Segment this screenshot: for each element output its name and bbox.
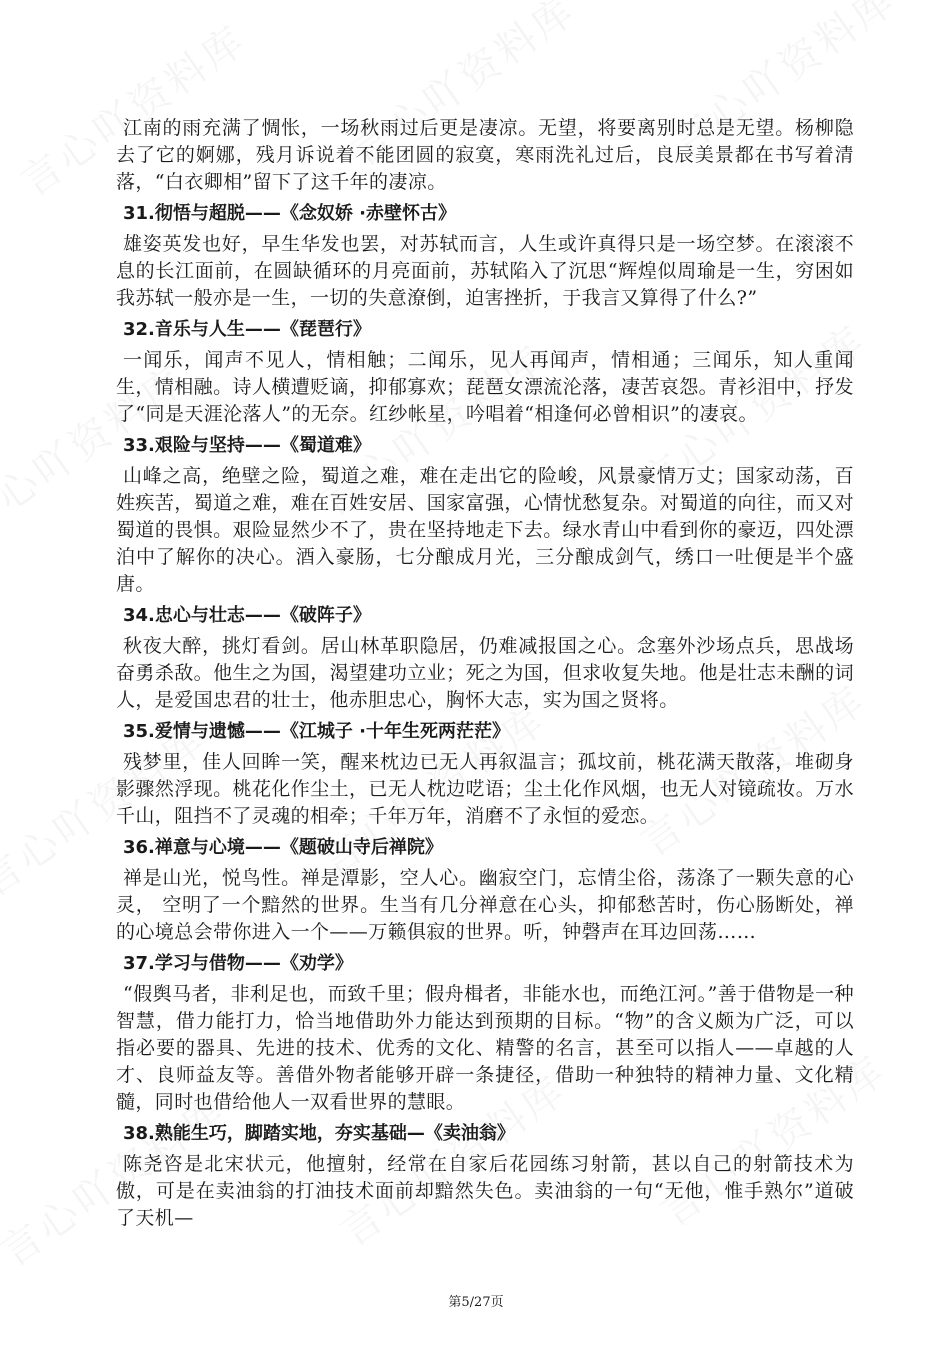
section-paragraph: 秋夜大醉，挑灯看剑。居山林革职隐居，仍难减报国之心。念塞外沙场点兵，思战场奋勇杀敌。他生之为国，渴望建功立业；死之为国，但求收复失地。他是壮志未酬的词人，是爱国忠君的壮士，他赤胆忠心，胸怀大志，实为国之贤将。 [116,635,854,711]
section-paragraph: 一闻乐，闻声不见人，情相触；二闻乐，见人再闻声，情相通；三闻乐，知人重闻生，情相融。诗人横遭贬谪，抑郁寡欢；琵琶女漂流沦落，凄苦哀怨。青衫泪中，抒发了“同是天涯沦落人”的无奈。红纱帐星，吟唱着“相逢何必曾相识”的凄哀。 [116,349,854,425]
section-paragraph: “假舆马者，非利足也，而致千里；假舟楫者，非能水也，而绝江河。”善于借物是一种智慧，借力能打力，恰当地借助外力能达到预期的目标。“物”的含义颇为广泛，可以指必要的器具、先进的技术、优秀的文化、精警的名言，甚至可以指人——卓越的人才、良师益友等。善借外物者能够开辟一条捷径，借助一种独特的精神力量、文化精髓，同时也借给他人一双看世界的慧眼。 [116,983,854,1113]
section-paragraph: 陈尧咨是北宋状元，他擅射，经常在自家后花园练习射箭，甚以自己的射箭技术为傲，可是在卖油翁的打油技术面前却黯然失色。卖油翁的一句“无他，惟手熟尔”道破了天机— [116,1153,854,1229]
section-heading: 33.艰险与坚持——《蜀道难》 [123,435,371,456]
section-paragraph: 雄姿英发也好，早生华发也罢，对苏轼而言，人生或许真得只是一场空梦。在滚滚不息的长江面前，在圆缺循环的月亮面前，苏轼陷入了沉思“辉煌似周瑜是一生，穷困如我苏轼一般亦是一生，一切的失意潦倒，迫害挫折，于我言又算得了什么?” [116,233,854,309]
intro-paragraph: 江南的雨充满了惆怅，一场秋雨过后更是凄凉。无望，将要离别时总是无望。杨柳隐去了它的婀娜，残月诉说着不能团圆的寂寞，寒雨洗礼过后，良辰美景都在书写着清落，“白衣卿相”留下了这千年的凄凉。 [116,117,854,193]
section-heading: 36.禅意与心境——《题破山寺后禅院》 [123,837,443,858]
section-heading: 35.爱情与遗憾——《江城子 ·十年生死两茫茫》 [123,721,510,742]
section-paragraph: 禅是山光，悦鸟性。禅是潭影，空人心。幽寂空门，忘情尘俗，荡涤了一颗失意的心灵， 空明了一个黯然的世界。生当有几分禅意在心头，抑郁愁苦时，伤心肠断处，禅的心境总会带你进入一个——万籁俱寂的世界。听，钟磬声在耳边回荡…… [116,867,854,943]
section-heading: 34.忠心与壮志——《破阵子》 [123,605,371,626]
section-heading: 32.音乐与人生——《琵琶行》 [123,319,371,340]
section-heading: 31.彻悟与超脱——《念奴娇 ·赤壁怀古》 [123,203,456,224]
page-number: 第5/27页 [448,1295,504,1310]
section-heading: 37.学习与借物——《劝学》 [123,953,353,974]
section-heading: 38.熟能生巧，脚踏实地，夯实基础—《卖油翁》 [123,1123,515,1144]
document-body [116,115,854,1236]
section-paragraph: 残梦里，佳人回眸一笑，醒来枕边已无人再叙温言；孤坟前，桃花满天散落，堆砌身影骤然浮现。桃花化作尘土，已无人枕边呓语；尘土化作风烟，也无人对镜疏妆。万水千山，阻挡不了灵魂的相牵；千年万年，消磨不了永恒的爱恋。 [116,751,854,827]
section-paragraph: 山峰之高，绝壁之险，蜀道之难，难在走出它的险峻，风景豪情万丈；国家动荡，百姓疾苦，蜀道之难，难在百姓安居、国家富强，心情忧愁复杂。对蜀道的向往，而又对蜀道的畏惧。艰险显然少不了，贵在坚持地走下去。绿水青山中看到你的豪迈，四处漂泊中了解你的决心。酒入豪肠，七分酿成月光，三分酿成剑气，绣口一吐便是半个盛唐。 [116,465,854,595]
